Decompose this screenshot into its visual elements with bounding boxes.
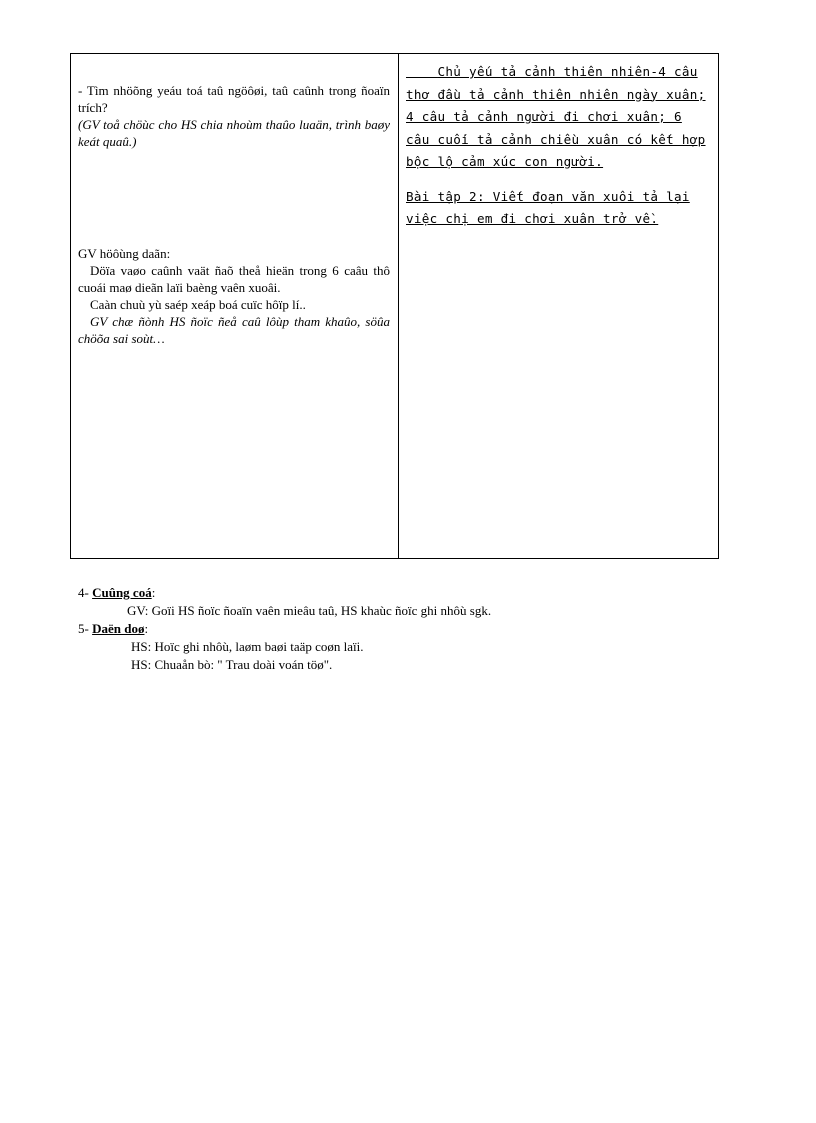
consolidate-heading	[78, 584, 738, 602]
lesson-table	[70, 53, 719, 559]
assignment-title: Daën doø	[92, 621, 145, 636]
consolidate-line: GV: Goïi HS ñoïc ñoaïn vaên mieâu taû, HS khaùc ñoïc ghi nhôù sgk.	[127, 603, 492, 618]
group-discussion-note: (GV toå chöùc cho HS chia nhoùm thaûo luaän, trình baøy keát quaû.)	[78, 117, 390, 149]
consolidate-number: 4-	[78, 585, 93, 600]
answer-summary-text: Chủ yếu tả cảnh thiên nhiên-4 câu thơ đầu tả cảnh thiên nhiên ngày xuân; 4 câu tả cảnh người đi chơi xuân; 6 câu cuối tả cảnh chiều xuân có kết hợp bộc lộ cảm xúc con người.	[406, 64, 706, 169]
consolidate-colon: :	[151, 585, 156, 600]
assignment-line-2: HS: Chuaån bò: " Trau doài voán töø".	[131, 657, 333, 672]
answer-summary	[406, 61, 711, 174]
content-column	[406, 61, 711, 231]
assignment-heading	[78, 620, 738, 638]
teacher-activity-column	[78, 82, 390, 347]
guide-instruction-2: Caàn chuù yù saép xeáp boá cuïc hôïp lí..	[90, 297, 306, 312]
assignment-colon: :	[144, 621, 149, 636]
assignment-line-1: HS: Hoïc ghi nhôù, laøm baøi taäp coøn laïi.	[131, 639, 364, 654]
column-divider	[398, 54, 399, 558]
exercise-2: Bài tập 2: Viết đoạn văn xuôi tả lại việc chị em đi chơi xuân trở về.	[406, 188, 690, 226]
guide-instruction-1: Döïa vaøo caûnh vaät ñaõ theå hieän trong 6 caâu thô cuoái maø dieãn laïi baèng vaên xuoâi.	[78, 263, 390, 295]
task-question: - Tìm nhöõng yeáu toá taû ngöôøi, taû caûnh trong ñoaïn trích?	[78, 83, 390, 115]
guide-instruction-3: GV chæ ñònh HS ñoïc ñeå caû lôùp tham khaûo, söûa chöõa sai soùt…	[78, 314, 390, 346]
closing-sections	[78, 584, 738, 674]
consolidate-title: Cuûng coá	[92, 585, 152, 600]
assignment-number: 5-	[78, 621, 93, 636]
guide-heading: GV höôùng daãn:	[78, 246, 171, 261]
